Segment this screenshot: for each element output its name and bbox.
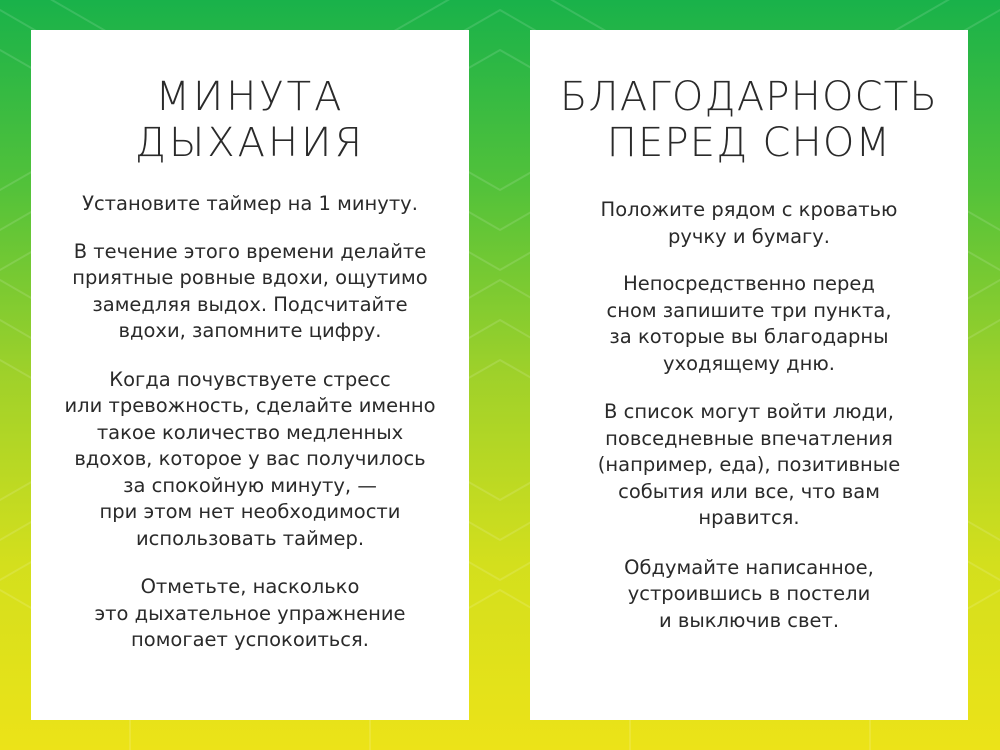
card-paragraph xyxy=(31,367,469,553)
text-line: устроившись в постели xyxy=(627,582,871,605)
card-paragraph xyxy=(530,399,968,532)
text-line: или тревожность, сделайте именно xyxy=(64,394,436,417)
card-title-line: БЛАГОДАРНОСТЬ xyxy=(559,74,939,120)
text-line: события или все, что вам xyxy=(618,479,880,503)
text-line: ручку и бумагу. xyxy=(667,224,831,248)
card-title xyxy=(31,74,469,166)
text-line: использовать таймер. xyxy=(135,526,365,550)
card-paragraph xyxy=(530,555,968,635)
text-line: вдохов, которое у вас получилось xyxy=(74,447,426,470)
text-line: сном запишите три пункта, xyxy=(606,298,892,322)
text-line: такое количество медленных xyxy=(96,420,404,444)
text-line: приятные ровные вдохи, ощутимо xyxy=(72,266,428,289)
text-line: это дыхательное упражнение xyxy=(94,601,406,625)
text-line: замедляя выдох. Подсчитайте xyxy=(92,292,408,316)
text-line: Положите рядом с кроватью xyxy=(600,198,898,221)
card-paragraph xyxy=(31,574,469,654)
card-paragraph xyxy=(31,191,469,218)
text-line: уходящему дню. xyxy=(663,351,835,375)
card-paragraph xyxy=(530,197,968,250)
card-gratitude-before-sleep xyxy=(530,30,968,720)
text-line: нравится. xyxy=(698,506,800,529)
text-line: помогает успокоиться. xyxy=(131,628,369,651)
text-line: Установите таймер на 1 минуту. xyxy=(82,192,418,215)
card-paragraph xyxy=(530,271,968,377)
text-line: за которые вы благодарны xyxy=(609,325,889,348)
card-title-line: МИНУТА xyxy=(155,74,345,120)
text-line: повседневные впечатления xyxy=(605,426,893,450)
card-title xyxy=(530,74,968,166)
text-line: Непосредственно перед xyxy=(623,272,875,295)
text-line: Обдумайте написанное, xyxy=(624,555,874,579)
text-line: Когда почувствуете стресс xyxy=(109,367,391,391)
text-line: вдохи, запомните цифру. xyxy=(118,319,382,342)
card-breathing-minute xyxy=(31,30,469,720)
text-line: и выключив свет. xyxy=(658,608,840,632)
text-line: Отметьте, насколько xyxy=(140,575,360,598)
text-line: за спокойную минуту, — xyxy=(123,473,377,497)
card-title-line: ПЕРЕД СНОМ xyxy=(606,120,892,166)
text-line: (например, еда), позитивные xyxy=(597,453,901,476)
card-paragraph xyxy=(31,239,469,345)
text-line: В течение этого времени делайте xyxy=(73,239,427,263)
text-line: В список могут войти люди, xyxy=(604,400,894,423)
text-line: при этом нет необходимости xyxy=(99,500,401,523)
card-title-line: ДЫХАНИЯ xyxy=(134,120,366,166)
